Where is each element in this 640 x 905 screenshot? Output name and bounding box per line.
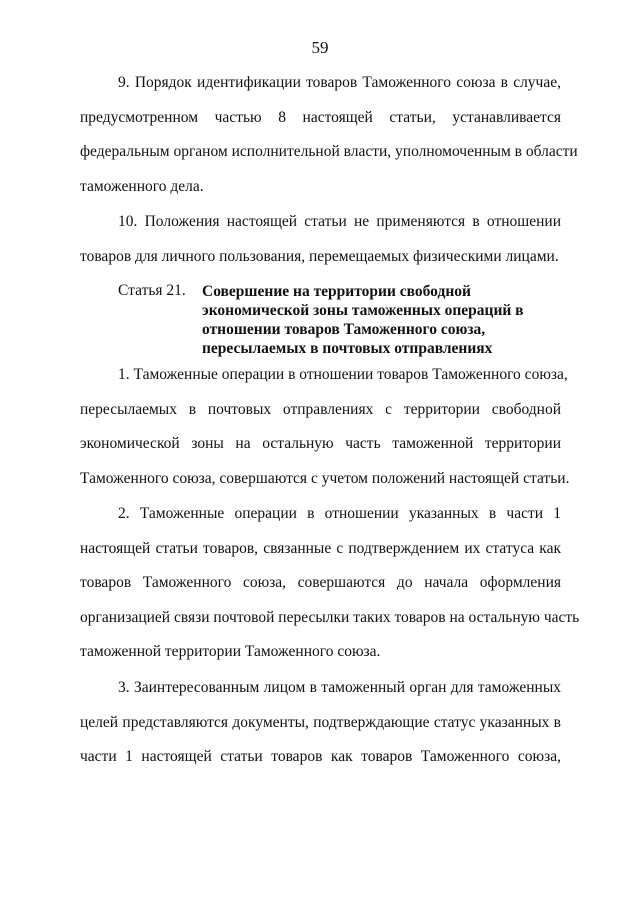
paragraph-line: федеральным органом исполнительной власти, уполномоченным в области (80, 143, 578, 160)
paragraph-1 (80, 358, 570, 496)
paragraph-line: товаров для личного пользования, перемещаемых физическими лицами. (80, 247, 559, 265)
paragraph-line: предусмотренном частью 8 настоящей статьи, устанавливается (80, 108, 561, 126)
paragraph-3 (80, 671, 561, 775)
paragraph-line: товаров Таможенного союза, совершаются до начала оформления (80, 574, 561, 591)
paragraph-line: Таможенного союза, совершаются с учетом положений настоящей статьи. (80, 469, 570, 487)
paragraph-10 (80, 205, 561, 274)
article-title-line: экономической зоны таможенных операций в (202, 302, 524, 319)
paragraph-line: таможенного дела. (80, 177, 204, 195)
paragraph-line: 9. Порядок идентификации товаров Таможенного союза в случае, (118, 74, 561, 91)
page-number: 59 (311, 38, 329, 57)
article-title-line: Совершение на территории свободной (202, 283, 471, 300)
article-title-line: отношении товаров Таможенного союза, (202, 321, 486, 338)
paragraph-line: части 1 настоящей статьи товаров как товаров Таможенного союза, (80, 748, 561, 765)
article-number: Статья 21. (118, 282, 186, 299)
paragraph-line: 1. Таможенные операции в отношении товаров Таможенного союза, (118, 366, 568, 383)
article-title (202, 282, 542, 358)
paragraph-line: организацией связи почтовой пересылки таких товаров на остальную часть (80, 608, 580, 626)
paragraph-line: настоящей статьи товаров, связанные с подтверждением их статуса как (80, 539, 561, 557)
paragraph-line: целей представляются документы, подтверждающие статус указанных в (80, 713, 561, 731)
paragraph-line: 2. Таможенные операции в отношении указанных в части 1 (118, 505, 561, 522)
paragraph-9 (80, 66, 578, 204)
article-title-line: пересылаемых в почтовых отправлениях (202, 340, 493, 357)
paragraph-line: 3. Заинтересованным лицом в таможенный орган для таможенных (118, 679, 561, 696)
paragraph-line: экономической зоны на остальную часть таможенной территории (80, 435, 561, 452)
paragraph-line: пересылаемых в почтовых отправлениях с территории свободной (80, 400, 561, 418)
paragraph-line: таможенной территории Таможенного союза. (80, 643, 381, 660)
paragraph-2 (80, 497, 580, 670)
paragraph-line: 10. Положения настоящей статьи не применяются в отношении (118, 213, 561, 230)
